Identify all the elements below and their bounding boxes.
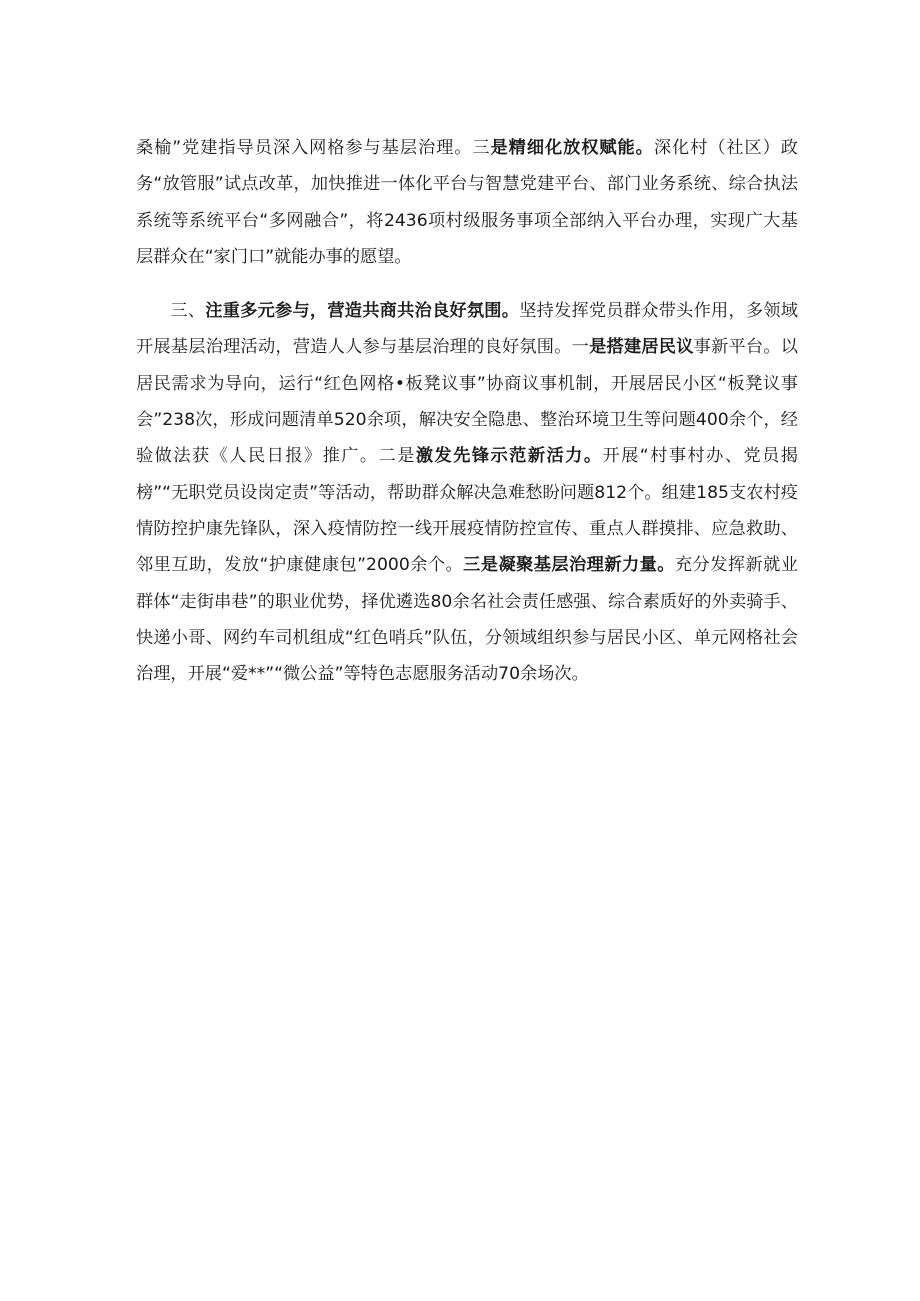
document-body — [136, 130, 798, 692]
section-heading: 注重多元参与，营造共商共治良好氛围。 — [205, 301, 520, 322]
bold-text-run: 三是凝聚基层治理新力量。 — [463, 555, 675, 576]
text-run: 开展“村事村办、党员揭榜”“无职党员设岗定责”等活动，帮助群众解决急难愁盼问题812个。组建185支农村疫情防控护康先锋队，深入疫情防控一线开展疫情防控宣传、重点人群摸排、应急救助、邻里互助，发放“护康健康包”2000余个。 — [136, 446, 798, 576]
text-run: 事新平台。以居民需求为导向，运行“红色网格•板凳议事”协商议事机制，开展居民小区“板凳议事会”238次，形成问题清单520余项，解决安全隐患、整治环境卫生等问题400余个，经验做法获《人民日报》推广。二是 — [136, 337, 798, 467]
bold-text-run: 激发先锋示范新活力。 — [415, 446, 603, 467]
text-run: 充分发挥新就业群体“走街串巷”的职业优势，择优遴选80余名社会责任感强、综合素质好的外卖骑手、快递小哥、网约车司机组成“红色哨兵”队伍，分领域组织参与居民小区、单元网格社会治理，开展“爱**”“微公益”等特色志愿服务活动70余场次。 — [136, 555, 798, 685]
bold-text-run: 是精细化放权赋能。 — [490, 138, 654, 158]
text-run: 坚持发挥党员群众带头作用，多领域开展基层治理活动，营造人人参与基层治理的良好氛围。一 — [136, 301, 798, 358]
bold-text-run: 是搭建居民议 — [589, 337, 694, 358]
paragraph-2 — [136, 293, 798, 692]
paragraph-1 — [136, 130, 798, 275]
text-run: 深化村（社区）政务“放管服”试点改革，加快推进一体化平台与智慧党建平台、部门业务系统、综合执法系统等系统平台“多网融合”，将2436项村级服务事项全部纳入平台办理，实现广大基层群众在“家门口”就能办事的愿望。 — [136, 138, 798, 267]
text-run: 三、 — [170, 301, 206, 322]
text-run: 桑榆”党建指导员深入网格参与基层治理。三 — [136, 138, 491, 158]
